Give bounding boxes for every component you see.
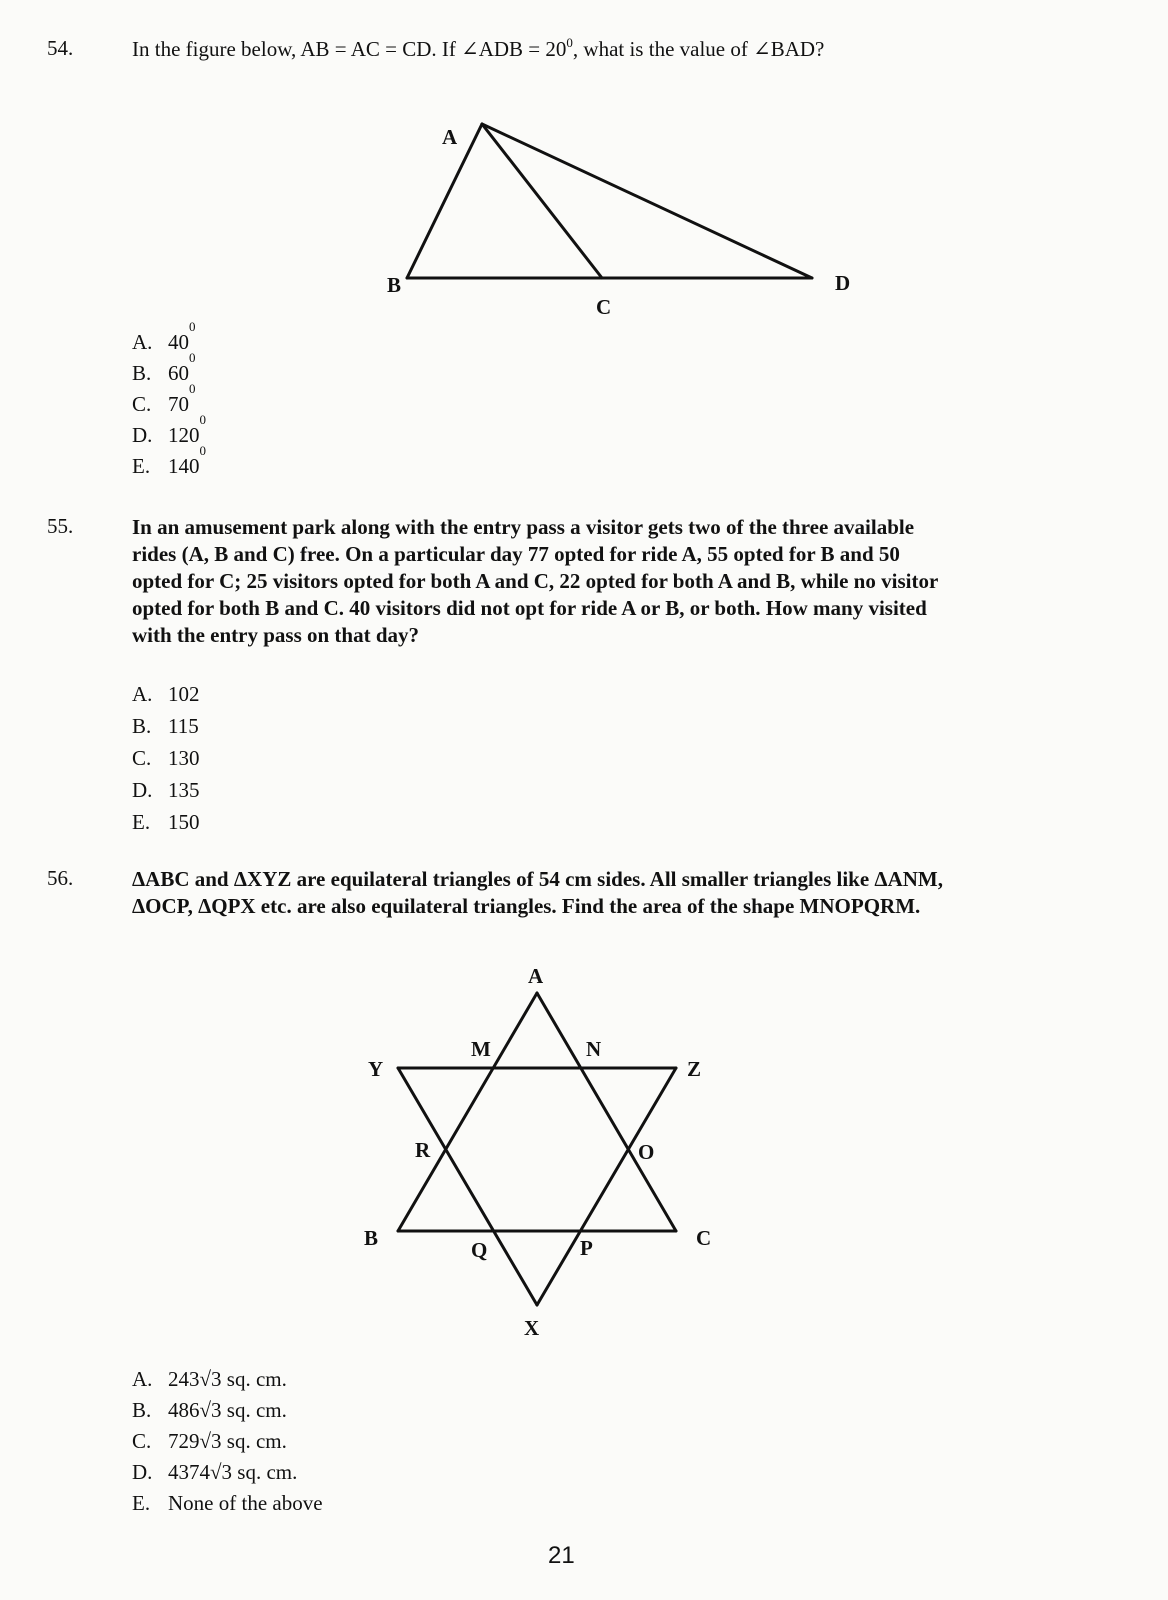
option-c bbox=[132, 381, 206, 420]
label-x: X bbox=[524, 1316, 540, 1340]
option-value: 115 bbox=[168, 714, 199, 738]
option-value: 135 bbox=[168, 778, 200, 802]
question-line: opted for both B and C. 40 visitors did not opt for ride A or B, or both. How many visited bbox=[132, 596, 927, 620]
question-text-part: , what is the value of ∠BAD? bbox=[572, 37, 825, 61]
option-c bbox=[132, 1426, 323, 1457]
option-c bbox=[132, 742, 200, 774]
option-d bbox=[132, 412, 206, 451]
label-q: Q bbox=[471, 1238, 488, 1262]
option-value: 4374√3 sq. cm. bbox=[168, 1460, 298, 1484]
label-a: A bbox=[442, 125, 458, 149]
option-a bbox=[132, 678, 200, 710]
label-m: M bbox=[471, 1037, 491, 1061]
option-letter: A. bbox=[132, 1367, 153, 1391]
option-b bbox=[132, 1395, 323, 1426]
question-line: ΔOCP, ΔQPX etc. are also equilateral triangles. Find the area of the shape MNOPQRM. bbox=[132, 894, 921, 918]
question-number: 54. bbox=[47, 36, 74, 60]
option-value: None of the above bbox=[168, 1491, 323, 1515]
option-letter: E. bbox=[132, 810, 151, 834]
degree-superscript: 0 bbox=[189, 319, 196, 334]
option-e bbox=[132, 443, 206, 482]
option-letter: C. bbox=[132, 1429, 152, 1453]
segment-xy bbox=[398, 1068, 537, 1305]
option-letter: C. bbox=[132, 392, 152, 416]
degree-superscript: 0 bbox=[189, 350, 196, 365]
option-value: 486√3 sq. cm. bbox=[168, 1398, 287, 1422]
page-number: 21 bbox=[548, 1542, 575, 1569]
degree-superscript: 0 bbox=[189, 381, 196, 396]
label-z: Z bbox=[687, 1057, 702, 1081]
segment-ad bbox=[482, 124, 812, 278]
option-value: 120 bbox=[168, 423, 200, 447]
option-letter: D. bbox=[132, 778, 153, 802]
option-e bbox=[132, 806, 200, 838]
option-letter: D. bbox=[132, 423, 153, 447]
label-r: R bbox=[415, 1138, 431, 1162]
question-text bbox=[132, 36, 824, 63]
label-y: Y bbox=[368, 1057, 384, 1081]
option-value: 40 bbox=[168, 330, 189, 354]
label-o: O bbox=[638, 1140, 655, 1164]
option-letter: C. bbox=[132, 746, 152, 770]
segment-ac bbox=[482, 124, 602, 278]
option-d bbox=[132, 1457, 323, 1488]
degree-superscript: 0 bbox=[199, 412, 206, 427]
question-line: In an amusement park along with the entry pass a visitor gets two of the three available bbox=[132, 515, 915, 539]
question-line: with the entry pass on that day? bbox=[132, 623, 420, 647]
option-letter: E. bbox=[132, 454, 151, 478]
answer-options bbox=[132, 319, 206, 482]
option-letter: A. bbox=[132, 330, 153, 354]
label-p: P bbox=[580, 1236, 593, 1260]
option-value: 130 bbox=[168, 746, 200, 770]
option-value: 243√3 sq. cm. bbox=[168, 1367, 287, 1391]
segment-ca bbox=[537, 993, 676, 1231]
segment-zx bbox=[537, 1068, 676, 1305]
option-letter: B. bbox=[132, 361, 152, 385]
option-letter: B. bbox=[132, 1398, 152, 1422]
option-e bbox=[132, 1488, 323, 1519]
option-letter: A. bbox=[132, 682, 153, 706]
option-d bbox=[132, 774, 200, 806]
label-c: C bbox=[696, 1226, 712, 1250]
question-text bbox=[132, 514, 1012, 649]
question-line: rides (A, B and C) free. On a particular day 77 opted for ride A, 55 opted for B and 50 bbox=[132, 542, 900, 566]
option-value: 140 bbox=[168, 454, 200, 478]
label-n: N bbox=[586, 1037, 602, 1061]
answer-options bbox=[132, 678, 200, 838]
option-letter: D. bbox=[132, 1460, 153, 1484]
segment-ab bbox=[398, 993, 537, 1231]
label-d: D bbox=[835, 271, 851, 295]
answer-options bbox=[132, 1364, 323, 1519]
degree-superscript: 0 bbox=[199, 443, 206, 458]
question-number: 56. bbox=[47, 866, 74, 890]
option-b bbox=[132, 710, 200, 742]
question-number: 55. bbox=[47, 514, 74, 538]
option-a bbox=[132, 1364, 323, 1395]
question-line: opted for C; 25 visitors opted for both A and C, 22 opted for both A and B, while no visitor bbox=[132, 569, 939, 593]
label-b: B bbox=[364, 1226, 379, 1250]
degree-superscript: 0 bbox=[566, 35, 573, 50]
option-value: 60 bbox=[168, 361, 189, 385]
option-value: 102 bbox=[168, 682, 200, 706]
label-a: A bbox=[528, 964, 544, 988]
question-text bbox=[132, 866, 1012, 920]
question-text-part: In the figure below, AB = AC = CD. If ∠ADB = 20 bbox=[132, 37, 567, 61]
star-figure bbox=[350, 955, 730, 1345]
triangle-figure bbox=[370, 110, 870, 330]
option-letter: B. bbox=[132, 714, 152, 738]
option-value: 150 bbox=[168, 810, 200, 834]
label-b: B bbox=[387, 273, 402, 297]
option-value: 70 bbox=[168, 392, 189, 416]
question-line: ΔABC and ΔXYZ are equilateral triangles of 54 cm sides. All smaller triangles like ΔANM, bbox=[132, 867, 944, 891]
option-letter: E. bbox=[132, 1491, 151, 1515]
option-value: 729√3 sq. cm. bbox=[168, 1429, 287, 1453]
label-c: C bbox=[596, 295, 612, 319]
